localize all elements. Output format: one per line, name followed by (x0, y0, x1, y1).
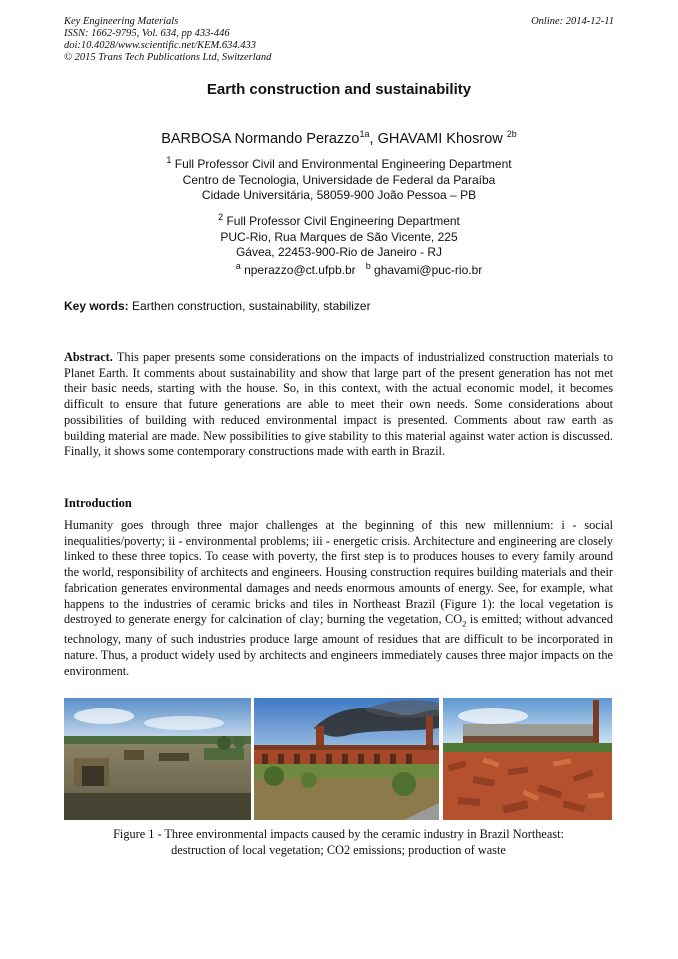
email-a-mark: a (235, 261, 241, 271)
ceramic-waste-image (443, 698, 612, 820)
caption-line-1: Figure 1 - Three environmental impacts caused by the ceramic industry in Brazil Northeast: (113, 827, 564, 841)
journal-name: Key Engineering Materials (64, 16, 179, 27)
affiliation-1 (0, 157, 678, 204)
affiliation-1-dept: Full Professor Civil and Environmental Engineering Department (171, 157, 512, 171)
section-heading-introduction: Introduction (64, 496, 132, 510)
intro-text-part-2: is emitted; without advanced technology, many of such industries produce large amount of residues that are difficult to be incorporated in nature. Thus, a product widely used by architects and engineers immediately causes three major impacts on the environment. (64, 612, 614, 678)
smokestack-kiln-photo (254, 698, 439, 820)
email-b-mark: b (365, 261, 371, 271)
abstract-label: Abstract. (64, 350, 113, 364)
keywords (64, 299, 371, 313)
author-1-name: BARBOSA Normando Perazzo (161, 131, 360, 147)
online-date: Online: 2014-12-11 (531, 16, 614, 27)
keywords-text: Earthen construction, sustainability, stabilizer (128, 299, 371, 313)
email-line (0, 263, 678, 277)
abstract-text: This paper presents some considerations on the impacts of industrialized construction materials to Planet Earth. It comments about sustainability and show that large part of the present generation has not met their basic needs, starting with the house. So, in this context, with the actual economic model, it becomes difficult to ensure that future generations are able to meet their own needs. Some considerations about possibilities of building with reduced environmental impact is presented. Comments about raw earth as building material are made. New possibilities to give stability to this material against water action is discussed. Finally, it shows some contemporary constructions made with earth in Brazil. (64, 350, 613, 459)
affiliation-2-line-2: PUC-Rio, Rua Marques de São Vicente, 225 (220, 229, 458, 244)
email-a-link[interactable]: nperazzo@ct.ufpb.br (240, 263, 356, 277)
affiliation-2-dept: Full Professor Civil Engineering Department (223, 214, 460, 228)
cleared-land-image (64, 698, 251, 820)
figure-1-caption (64, 827, 613, 858)
email-b-link[interactable]: ghavami@puc-rio.br (370, 263, 483, 277)
author-line (0, 131, 678, 147)
affiliation-1-mark: 1 (166, 155, 172, 165)
introduction-paragraph (64, 518, 613, 679)
author-separator: , (369, 131, 378, 147)
affiliation-2-mark: 2 (218, 212, 224, 222)
author-2-name: GHAVAMI Khosrow (377, 131, 507, 147)
affiliation-1-line-2: Centro de Tecnologia, Universidade de Federal da Paraíba (182, 172, 496, 187)
affiliation-2-line-1 (0, 214, 678, 230)
keywords-label: Key words: (64, 299, 129, 313)
co2-subscript: 2 (462, 618, 467, 629)
affiliation-2-line-3: Gávea, 22453-900-Rio de Janeiro - RJ (235, 245, 443, 259)
intro-text-part-1: Humanity goes through three major challenges at the beginning of this new millennium: i - social inequalities/poverty; ii - environmental problems; iii - energetic crisis. Architecture and engineering are closely linked to these three topics. To cease with poverty, the first step is to produces houses to every family around the world, responsibility of architects and engineers. Housing construction requires building materials and their fabrication generates environmental damages and needs enormous amounts of energy. See, for example, what happens to the industries of ceramic bricks and tiles in Northeast Brazil (Figure 1): the local vegetation is destroyed to generate energy for calcination of clay; burning the vegetation, CO (64, 518, 613, 627)
affiliation-1-line-1 (0, 157, 678, 173)
journal-header (64, 16, 271, 64)
affiliation-2 (0, 214, 678, 261)
paper-title: Earth construction and sustainability (206, 81, 472, 98)
issn-line: ISSN: 1662-9795, Vol. 634, pp 433-446 (64, 28, 230, 39)
abstract (64, 350, 613, 460)
smokestack-kiln-image (254, 698, 439, 820)
affiliation-1-line-3: Cidade Universitária, 58059-900 João Pessoa – PB (201, 188, 477, 202)
copyright-line: © 2015 Trans Tech Publications Ltd, Switzerland (64, 52, 272, 63)
cleared-land-photo (64, 698, 251, 820)
ceramic-waste-photo (443, 698, 612, 820)
caption-line-2: destruction of local vegetation; CO2 emissions; production of waste (171, 842, 506, 857)
doi-line: doi:10.4028/www.scientific.net/KEM.634.433 (64, 40, 256, 51)
author-2-affiliation-mark: 2b (506, 129, 517, 140)
author-1-affiliation-mark: 1a (359, 129, 370, 140)
